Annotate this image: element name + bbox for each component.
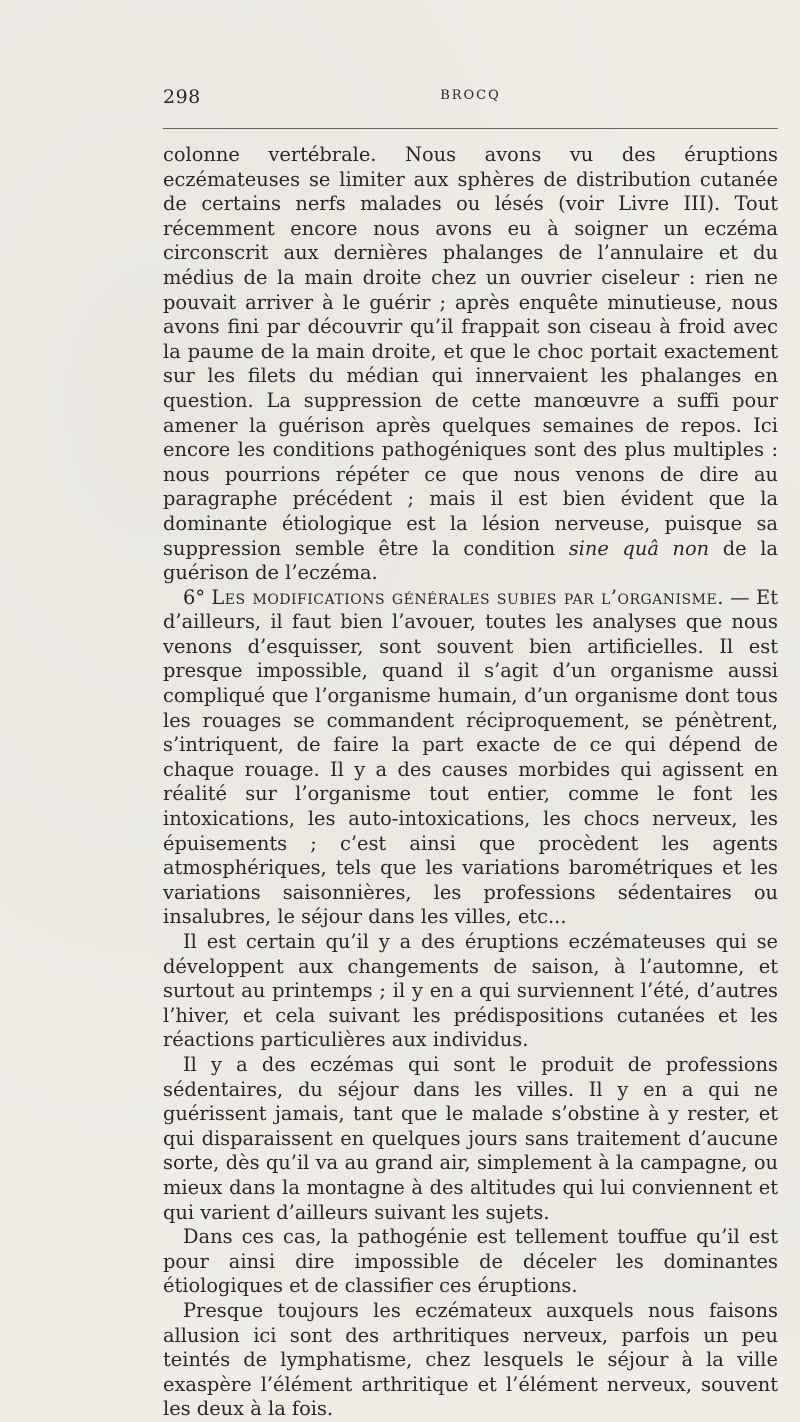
paragraph-text: — Et d’ailleurs, il faut bien l’avouer, toutes les analyses que nous venons d’esquisser, sont souvent bien artificielles. Il est presque impossible, quand il s’agit d’un organisme aussi compliqué que l’organisme humain, d’un organisme dont tous les rouages se commandent réciproquement, se pénètrent, s’intriquent, de faire la part exacte de ce qui dépend de chaque rouage. Il y a des causes morbides qui agissent en réalité sur l’organisme tout entier, comme le font les intoxications, les auto-intoxications, les chocs nerveux, les épuisements ; c’est ainsi que procèdent les agents atmosphériques, tels que les variations barométriques et les variations saisonnières, les professions sédentaires ou insalubres, le séjour dans les villes, etc... xyxy=(163,585,778,929)
paragraph-6 xyxy=(163,1299,778,1422)
paragraph-text: Presque toujours les eczémateux auxquels nous faisons allusion ici sont des arthritiques nerveux, parfois un peu teintés de lymphatisme, chez lesquels le séjour à la ville exaspère l’élément arthritique et l’élément nerveux, souvent les deux à la fois. xyxy=(163,1298,778,1421)
running-head: BROCQ xyxy=(440,88,501,103)
paragraph-5 xyxy=(163,1225,778,1299)
paragraph-text: Il y a des eczémas qui sont le produit de professions sédentaires, du séjour dans les villes. Il y en a qui ne guérissent jamais, tant que le malade s’obstine à y rester, et qui disparaissent en quelques jours sans traitement d’aucune sorte, dès qu’il va au grand air, simplement à la campagne, ou mieux dans la montagne à des altitudes qui lui conviennent et qui varient d’ailleurs suivant les sujets. xyxy=(163,1052,778,1224)
header-rule xyxy=(163,128,778,129)
body-text xyxy=(163,143,778,1422)
paragraph-text: Dans ces cas, la pathogénie est tellement touffue qu’il est pour ainsi dire impossible de déceler les dominantes étiologiques et de classifier ces éruptions. xyxy=(163,1225,778,1298)
paragraph-4 xyxy=(163,1053,778,1225)
paragraph-3 xyxy=(163,930,778,1053)
paragraph-1 xyxy=(163,143,778,586)
italic-phrase: sine quâ non xyxy=(568,536,710,560)
section-title: Les modifications générales subies par l’organisme. xyxy=(211,585,724,609)
paragraph-tail: de la guérison de l’eczéma. xyxy=(163,536,778,585)
paragraph-text: colonne vertébrale. Nous avons vu des éruptions eczémateuses se limiter aux sphères de distribution cutanée de certains nerfs malades ou lésés (voir Livre III). Tout récemment encore nous avons eu à soigner un eczéma circonscrit aux dernières phalanges de l’annulaire et du médius de la main droite chez un ouvrier ciseleur : rien ne pouvait arriver à le guérir ; après enquête minutieuse, nous avons fini par découvrir qu’il frappait son ciseau à froid avec la paume de la main droite, et que le choc portait exactement sur les filets du médian qui innervaient les phalanges en question. La suppression de cette manœuvre a suffi pour amener la guérison après quelques semaines de repos. Ici encore les conditions pathogéniques sont des plus multiples : nous pourrions répéter ce que nous venons de dire au paragraphe précédent ; mais il est bien évident que la dominante étiologique est la lésion nerveuse, puisque sa suppression semble être la condition xyxy=(163,143,778,560)
paragraph-2 xyxy=(163,586,778,930)
page-number: 298 xyxy=(163,86,201,108)
page-header xyxy=(163,86,778,114)
section-number: 6° xyxy=(183,585,212,609)
paragraph-text: Il est certain qu’il y a des éruptions eczémateuses qui se développent aux changements de saison, à l’automne, et surtout au printemps ; il y en a qui surviennent l’été, d’autres l’hiver, et cela suivant les prédispositions cutanées et les réactions particulières aux individus. xyxy=(163,930,778,1052)
